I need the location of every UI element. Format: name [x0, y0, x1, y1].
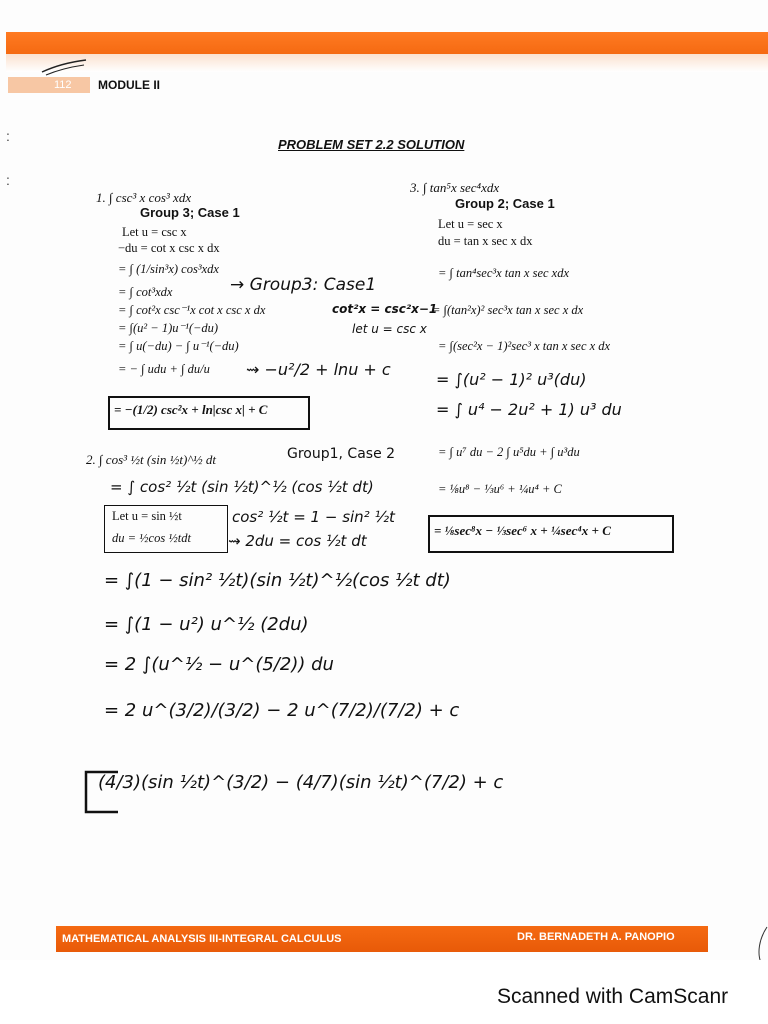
problem-2-du: du = ½cos ½tdt	[112, 531, 191, 545]
problem-1-step: = ∫ cot²x csc⁻¹x cot x csc x dx	[118, 303, 266, 317]
problem-3-step: = ∫(u² − 1)² u³(du)	[436, 370, 587, 389]
problem-3-step: = ∫ u⁴ − 2u² + 1) u³ du	[436, 400, 622, 419]
page-title: PROBLEM SET 2.2 SOLUTION	[278, 137, 465, 152]
problem-3-statement: 3. ∫ tan⁵x sec⁴xdx	[410, 180, 500, 195]
footer-course: MATHEMATICAL ANALYSIS III-INTEGRAL CALCULUS	[62, 933, 342, 945]
problem-2-step: = ∫(1 − sin² ½t)(sin ½t)^½(cos ½t dt)	[104, 570, 451, 591]
scanner-watermark: Scanned with CamScanr	[497, 985, 729, 1008]
problem-2-du2: ⇝ 2du = cos ½t dt	[228, 532, 367, 550]
problem-1-hand-note: cot²x = csc²x−1	[332, 302, 438, 316]
problem-2-let-u: Let u = sin ½t	[112, 509, 182, 523]
problem-1-step: −du = cot x csc x dx	[118, 241, 220, 255]
problem-1-statement: 1. ∫ csc³ x cos³ xdx	[96, 190, 192, 205]
problem-2-step: = 2 u^(3/2)/(3/2) − 2 u^(7/2)/(7/2) + c	[104, 700, 460, 721]
problem-3-step: = ⅛u⁸ − ⅓u⁶ + ¼u⁴ + C	[438, 482, 562, 496]
footer-author: DR. BERNADETH A. PANOPIO	[517, 931, 675, 943]
problem-3-step: = ∫(sec²x − 1)²sec³ x tan x sec x dx	[438, 339, 611, 353]
problem-1-step: = ∫ (1/sin³x) cos³xdx	[118, 262, 219, 276]
margin-dot: :	[6, 172, 10, 188]
problem-1-step: Let u = csc x	[122, 225, 187, 239]
module-label: MODULE II	[98, 78, 160, 92]
problem-1-group: Group 3; Case 1	[140, 205, 240, 220]
problem-1-step: = ∫ cot³xdx	[118, 285, 173, 299]
problem-1-step: = ∫ u(−du) − ∫ u⁻¹(−du)	[118, 339, 239, 353]
problem-2-step: = ∫ cos² ½t (sin ½t)^½ (cos ½t dt)	[110, 478, 374, 496]
header-bar	[6, 32, 768, 54]
problem-3-answer: = ⅛sec⁸x − ⅓sec⁶ x + ¼sec⁴x + C	[434, 523, 611, 538]
problem-1-hand-note: → Group3: Case1	[230, 275, 377, 295]
pen-scribble-icon	[40, 58, 90, 78]
problem-2-group-note: Group1, Case 2	[287, 446, 396, 462]
problem-3-step: = ∫ tan⁴sec³x tan x sec xdx	[438, 266, 570, 280]
problem-2-statement: 2. ∫ cos³ ½t (sin ½t)^½ dt	[86, 452, 216, 467]
problem-2-answer: (4/3)(sin ½t)^(3/2) − (4/7)(sin ½t)^(7/2) + c	[98, 772, 504, 793]
problem-1-step: = − ∫ udu + ∫ du/u	[118, 362, 210, 376]
margin-dot: :	[6, 128, 10, 144]
header-fade	[6, 54, 768, 72]
page-number: 112	[54, 79, 72, 91]
problem-3-let-u: Let u = sec x	[438, 217, 503, 231]
problem-1-step: = ∫(u² − 1)u⁻¹(−du)	[118, 321, 219, 335]
page-number-box	[8, 77, 90, 93]
problem-1-answer: = −(1/2) csc²x + ln|csc x| + C	[114, 402, 268, 417]
problem-3-group: Group 2; Case 1	[455, 196, 555, 211]
problem-2-step: = ∫(1 − u²) u^½ (2du)	[104, 614, 309, 635]
problem-1-hand-result: ⇝ −u²/2 + lnu + c	[246, 360, 391, 379]
problem-2-step: = 2 ∫(u^½ − u^(5/2)) du	[104, 654, 334, 675]
problem-3-du: du = tan x sec x dx	[438, 234, 533, 248]
problem-1-hand-note: let u = csc x	[352, 322, 427, 336]
page-edge-curve	[755, 925, 768, 965]
problem-3-step: = ∫ u⁷ du − 2 ∫ u⁵du + ∫ u³du	[438, 445, 580, 459]
problem-2-identity: cos² ½t = 1 − sin² ½t	[232, 508, 395, 526]
problem-3-step: = ∫(tan²x)² sec³x tan x sec x dx	[432, 303, 584, 317]
